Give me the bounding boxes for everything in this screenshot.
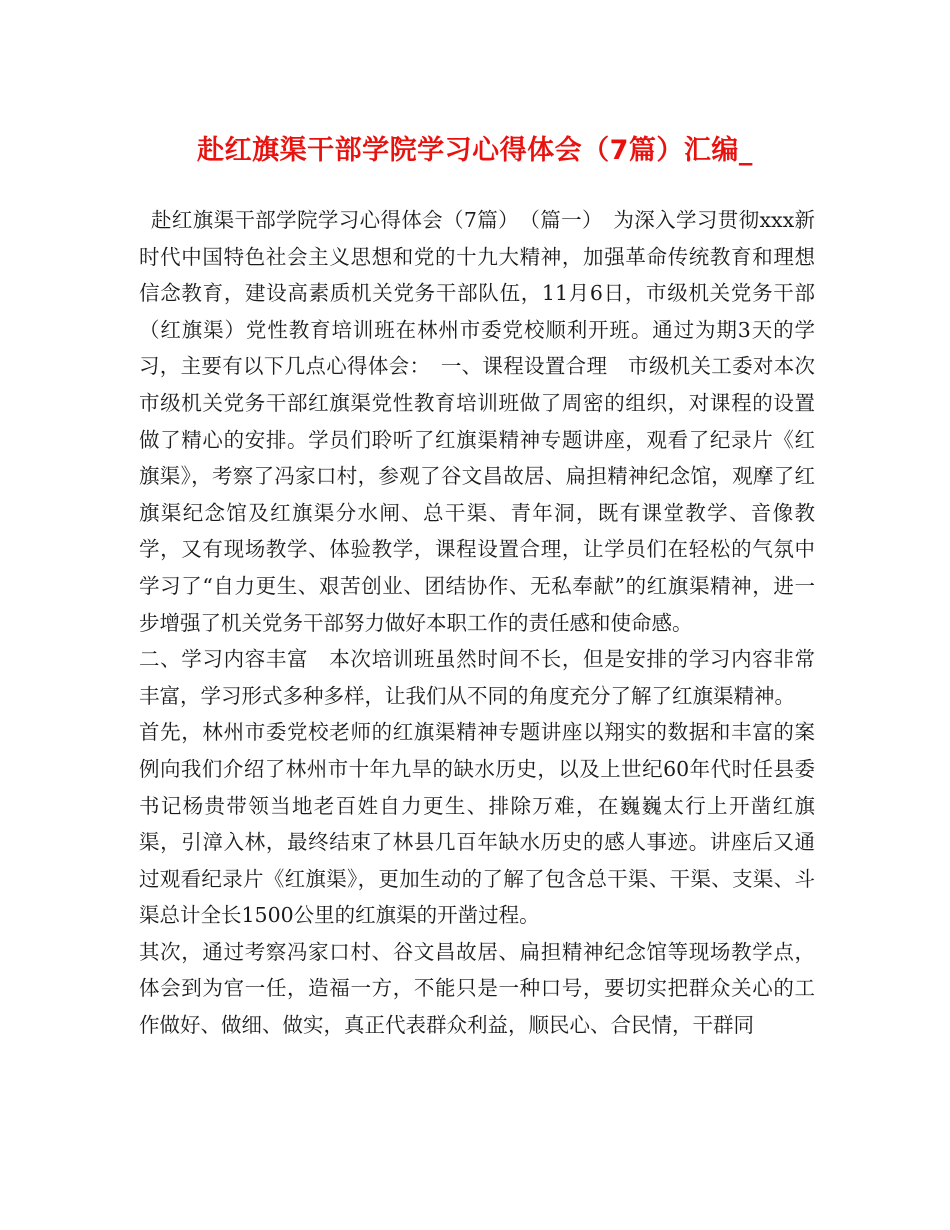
paragraph-3: 首先，林州市委党校老师的红旗渠精神专题讲座以翔实的数据和丰富的案例向我们介绍了林州市十年九旱的缺水历史，以及上世纪60年代时任县委书记杨贵带领当地老百姓自力更生、排除万难，在巍巍太行上开凿红旗渠，引漳入林，最终结束了林县几百年缺水历史的感人事迹。讲座后又通过观看纪录片《红旗渠》，更加生动的了解了包含总干渠、干渠、支渠、斗渠总计全长1500公里的红旗渠的开凿过程。 <box>139 720 815 928</box>
paragraph-1: 赴红旗渠干部学院学习心得体会（7篇） （篇一） 为深入学习贯彻xxx新时代中国特色社会主义思想和党的十九大精神，加强革命传统教育和理想信念教育，建设高素质机关党务干部队伍，11月6日，市级机关党务干部（红旗渠）党性教育培训班在林州市委党校顺利开班。通过为期3天的学习，主要有以下几点心得体会： 一、课程设置合理 市级机关工委对本次市级机关党务干部红旗渠党性教育培训班做了周密的组织，对课程的设置做了精心的安排。学员们聆听了红旗渠精神专题讲座，观看了纪录片《红旗渠》，考察了冯家口村，参观了谷文昌故居、扁担精神纪念馆，观摩了红旗渠纪念馆及红旗渠分水闸、总干渠、青年洞，既有课堂教学、音像教学，又有现场教学、体验教学，课程设置合理，让学员们在轻松的气氛中学习了“自力更生、艰苦创业、团结协作、无私奉献”的红旗渠精神，进一步增强了机关党务干部努力做好本职工作的责任感和使命感。 <box>139 208 815 635</box>
paragraph-4: 其次，通过考察冯家口村、谷文昌故居、扁担精神纪念馆等现场教学点，体会到为官一任，造福一方，不能只是一种口号，要切实把群众关心的工作做好、做细、做实，真正代表群众利益，顺民心、合民情，干群同 <box>139 939 815 1038</box>
paragraph-2: 二、学习内容丰富 本次培训班虽然时间不长，但是安排的学习内容非常丰富，学习形式多种多样，让我们从不同的角度充分了解了红旗渠精神。 <box>139 647 815 708</box>
document-title: 赴红旗渠干部学院学习心得体会（7篇）汇编_ <box>197 135 753 166</box>
document-body <box>139 202 815 1044</box>
